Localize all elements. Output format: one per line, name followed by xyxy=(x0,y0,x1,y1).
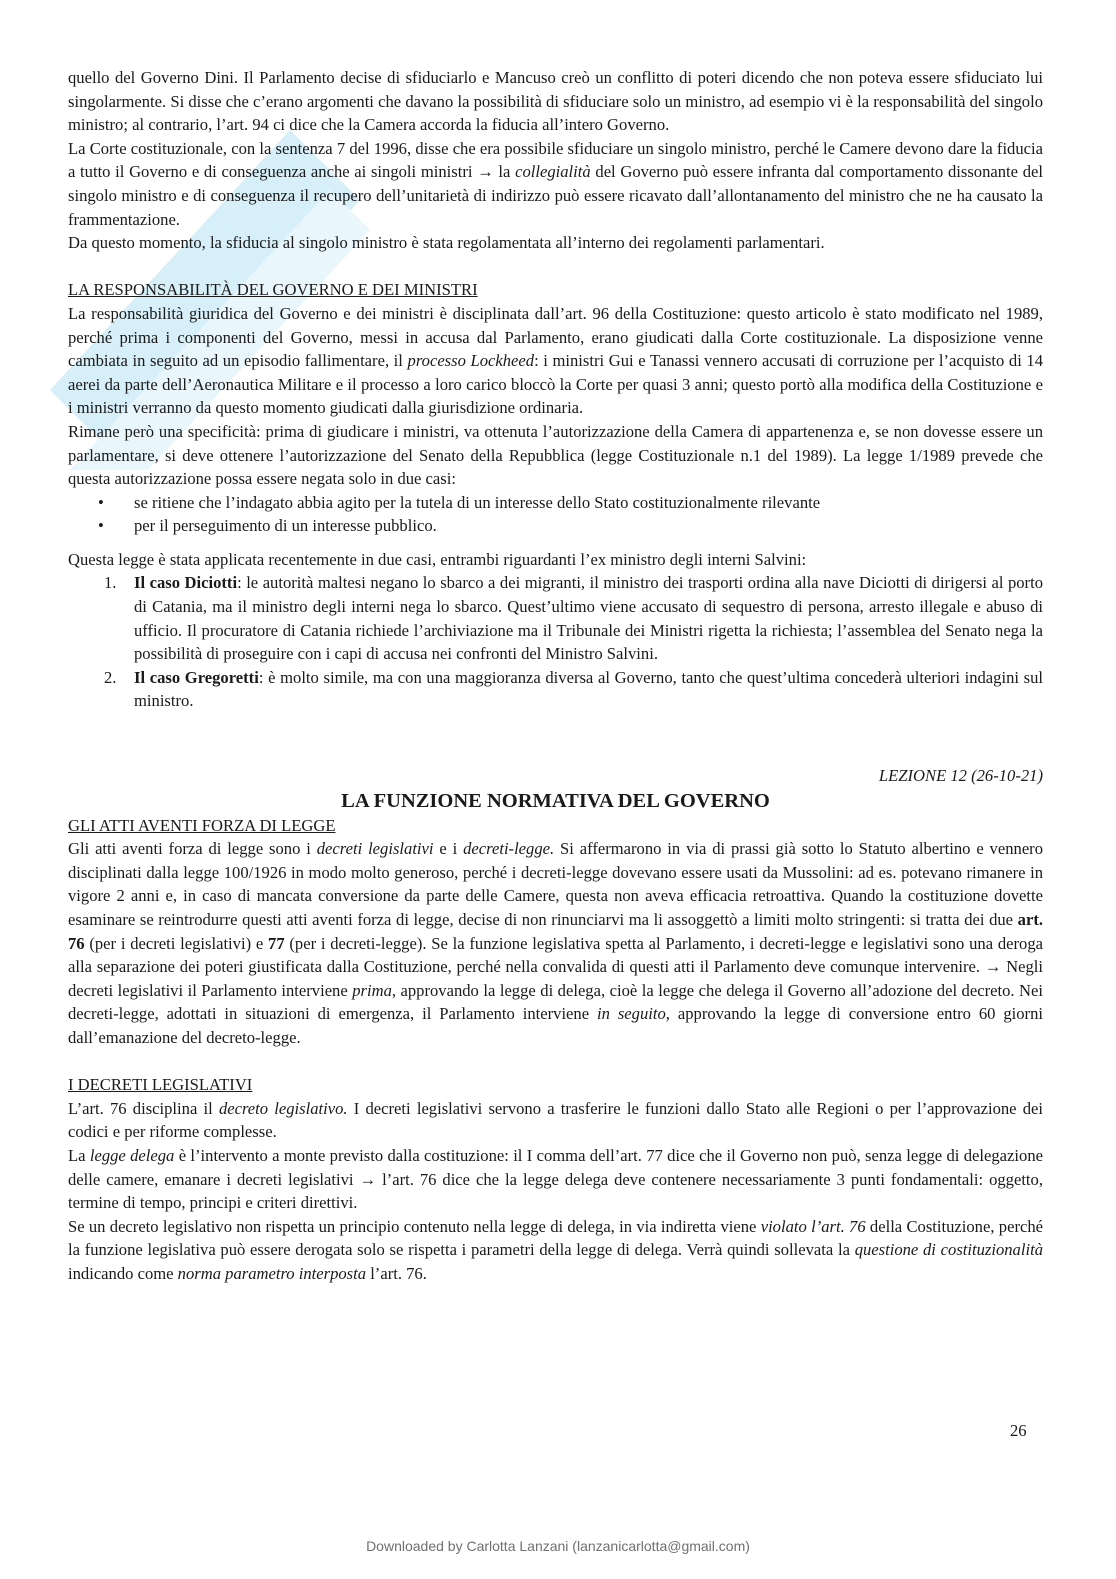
list-item: 1. Il caso Diciotti: le autorità maltesi negano lo sbarco a dei migranti, il ministro dei trasporti ordina alla nave Diciotti di dirigersi al porto di Catania, ma il ministro degli interni nega lo sbarco. Quest’ultimo viene accusato di sequestro di persona, arresto illegale e abuso di ufficio. Il procuratore di Catania richiede l’archiviazione ma il Tribunale dei Ministri rigetta la richiesta; l’assemblea del Senato nega la possibilità di proseguire con i capi di accusa nei confronti del Ministro Salvini. xyxy=(104,573,1043,664)
cases-list xyxy=(68,571,1043,713)
section-title-responsabilita: LA RESPONSABILITÀ DEL GOVERNO E DEI MINISTRI xyxy=(68,280,478,300)
paragraph-art-76: L’art. 76 disciplina il decreto legislativo. I decreti legislativi servono a trasferire le funzioni dallo Stato alle Regioni o per l’approvazione dei codici e per riforme complesse. xyxy=(68,1098,1043,1142)
paragraph-legge-delega: La legge delega è l’intervento a monte previsto dalla costituzione: il I comma dell’art. 77 dice che il Governo non può, senza legge di delegazione delle camere, emanare i decreti legislativi → l’art. 76 dice che la legge delega deve contenere necessariamente 3 punti fondamentali: oggetto, termine di tempo, principi e criteri direttivi. xyxy=(68,1145,1043,1213)
section-title-decreti: I DECRETI LEGISLATIVI xyxy=(68,1075,253,1095)
document-page xyxy=(68,66,1043,1286)
section-title-atti: GLI ATTI AVENTI FORZA DI LEGGE xyxy=(68,815,336,835)
paragraph-salvini-cases: Questa legge è stata applicata recentemente in due casi, entrambi riguardanti l’ex ministro degli interni Salvini: xyxy=(68,549,807,569)
list-item: • se ritiene che l’indagato abbia agito per la tutela di un interesse dello Stato costituzionalmente rilevante xyxy=(68,491,1043,515)
bullet-list xyxy=(68,491,1043,538)
paragraph-autorizzazione: Rimane però una specificità: prima di giudicare i ministri, va ottenuta l’autorizzazione della Camera di appartenenza e, se non dovesse essere un parlamentare, si deve ottenere l’autorizzazione del Senato della Repubblica (legge Costituzionale n.1 del 1989). La legge 1/1989 prevede che questa autorizzazione possa essere negata solo in due casi: xyxy=(68,421,1043,489)
paragraph-violazione: Se un decreto legislativo non rispetta un principio contenuto nella legge di delega, in via indiretta viene violato l’art. 76 della Costituzione, perché la funzione legislativa può essere derogata solo se rispetta i parametri della legge di delega. Verrà quindi sollevata la questione di costituzionalità indicando come norma parametro interposta l’art. 76. xyxy=(68,1216,1043,1283)
bullet-icon: • xyxy=(98,516,104,536)
paragraph-atti-forza-legge: Gli atti aventi forza di legge sono i decreti legislativi e i decreti-legge. Si affermarono in via di prassi già sotto lo Statuto albertino e vennero disciplinati dalla legge 100/1926 in modo molto generoso, perché i decreti-legge dovevano essere usati da Mussolini: ad es. potevano rimanere in vigore 2 anni e, in caso di mancata conversione da parte delle Camere, questa non aveva efficacia retroattiva. Quando la costituzione dovette esaminare se reintrodurre questi atti aventi forza di legge, decise di non rinunciarvi ma li assoggettò a limiti molto stringenti: si tratta dei due art. 76 (per i decreti legislativi) e 77 (per i decreti-legge). Se la funzione legislativa spetta al Parlamento, i decreti-legge e legislativi sono una deroga alla separazione dei poteri giustificata dalla Costituzione, perché nella convalida di questi atti il Parlamento deve comunque intervenire. → Negli decreti legislativi il Parlamento interviene prima, approvando la legge di delega, cioè la legge che delega il Governo all’adozione del decreto. Nei decreti-legge, adottati in situazioni di emergenza, il Parlamento interviene in seguito, approvando la legge di conversione entro 60 giorni dall’emanazione del decreto-legge. xyxy=(68,839,1044,1047)
download-footer: Downloaded by Carlotta Lanzani (lanzanicarlotta@gmail.com) xyxy=(366,1538,750,1554)
paragraph-governo-dini: quello del Governo Dini. Il Parlamento decise di sfiduciarlo e Mancuso creò un conflitto di poteri dicendo che non poteva essere sfiduciato lui singolarmente. Si disse che c’erano argomenti che davano la possibilità di sfiduciare solo un ministro, ad esempio vi è la responsabilità del singolo ministro; al contrario, l’art. 94 ci dice che la Camera accorda la fiducia all’intero Governo. xyxy=(68,68,1043,135)
list-item: • per il perseguimento di un interesse pubblico. xyxy=(68,514,1043,538)
paragraph-art-96: La responsabilità giuridica del Governo e dei ministri è disciplinata dall’art. 96 della Costituzione: questo articolo è stato modificato nel 1989, perché prima i componenti del Governo, messi in accusa dal Parlamento, erano giudicati dalla Corte costituzionale. La disposizione venne cambiata in seguito ad un episodio fallimentare, il processo Lockheed: i ministri Gui e Tanassi vennero accusati di corruzione per l’acquisto di 14 aerei da parte dell’Aeronautica Militare e il processo a loro carico bloccò la Corte per quasi 3 anni; questo portò alla modifica della Costituzione e i ministri verranno da questo momento giudicati dalla giurisdizione ordinaria. xyxy=(68,303,1044,418)
paragraph-sfiducia-regolamentata: Da questo momento, la sfiducia al singolo ministro è stata regolamentata all’interno dei regolamenti parlamentari. xyxy=(68,233,825,253)
page-title: LA FUNZIONE NORMATIVA DEL GOVERNO xyxy=(341,789,770,812)
bullet-icon: • xyxy=(98,492,104,512)
page-number: 26 xyxy=(1010,1421,1027,1440)
lesson-label: LEZIONE 12 (26-10-21) xyxy=(878,766,1043,786)
paragraph-sentenza-1996: La Corte costituzionale, con la sentenza 7 del 1996, disse che era possibile sfiduciare un singolo ministro, perché le Camere devono dare la fiducia a tutto il Governo e di conseguenza anche ai singoli ministri → la collegialità del Governo può essere infranta dal comportamento dissonante del singolo ministro e di conseguenza il recupero dell’unitarietà di indirizzo può essere ricavato dall’allontanamento del ministro che ne ha causato la frammentazione. xyxy=(68,138,1043,229)
list-item: 2. Il caso Gregoretti: è molto simile, ma con una maggioranza diversa al Governo, tanto che quest’ultima concederà ulteriori indagini sul ministro. xyxy=(104,667,1043,711)
